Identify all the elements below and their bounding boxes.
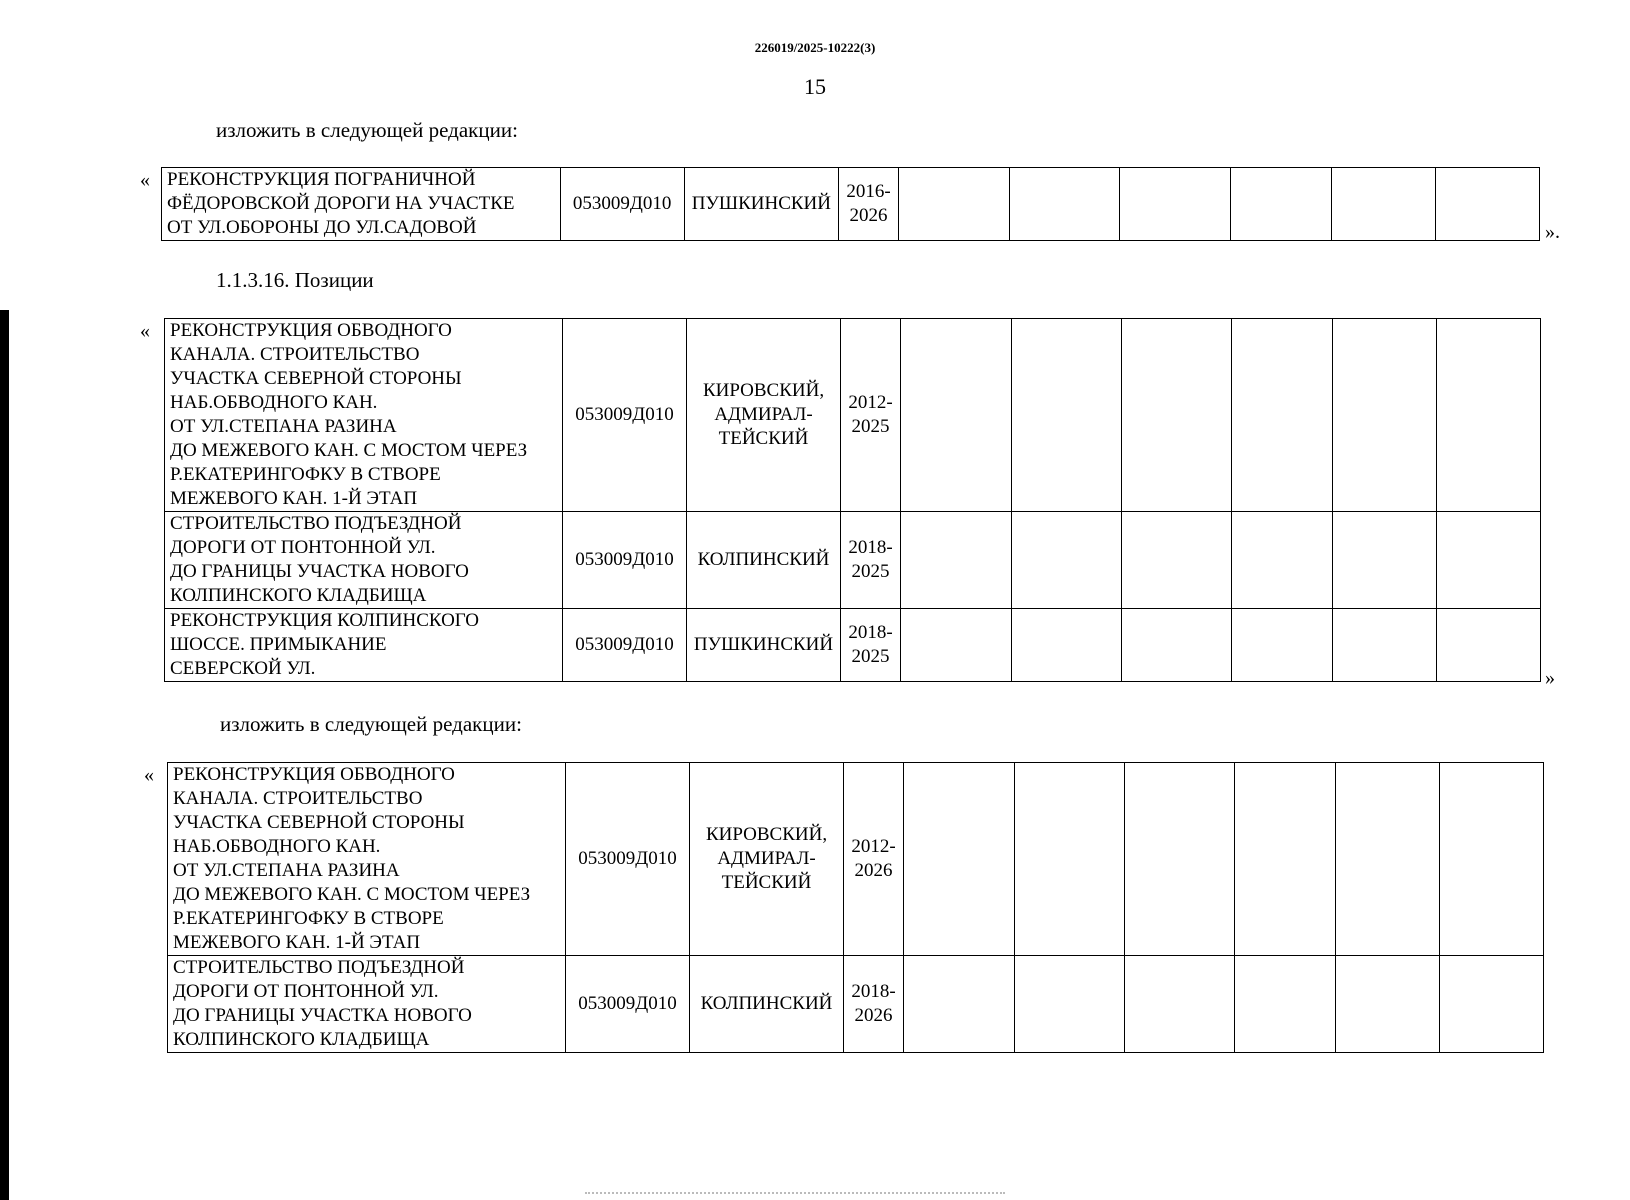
district-line: ПУШКИНСКИЙ <box>691 193 831 214</box>
object-code-cell: 053009Д010 <box>566 956 690 1053</box>
empty-cell <box>904 763 1015 956</box>
object-name-cell <box>168 956 566 1053</box>
object-code-cell: 053009Д010 <box>563 319 687 512</box>
district-line: ТЕЙСКИЙ <box>718 428 809 449</box>
period-cell <box>838 168 898 241</box>
empty-cell <box>1235 763 1336 956</box>
table-row <box>165 512 1541 609</box>
empty-cell <box>1440 956 1544 1053</box>
positions-table-2 <box>164 318 1541 682</box>
object-code-cell: 053009Д010 <box>566 763 690 956</box>
district-line: ТЕЙСКИЙ <box>721 872 812 893</box>
empty-cell <box>1010 168 1120 241</box>
district-line: АДМИРАЛ- <box>714 404 813 425</box>
empty-cell <box>1122 609 1232 682</box>
district-cell <box>687 512 841 609</box>
object-name-cell <box>165 319 563 512</box>
object-name-line: КОЛПИНСКОГО КЛАДБИЩА <box>170 585 427 606</box>
empty-cell <box>904 956 1015 1053</box>
empty-cell <box>1437 609 1541 682</box>
object-name-line: ОТ УЛ.СТЕПАНА РАЗИНА <box>173 860 400 881</box>
open-quote-2: « <box>140 320 150 342</box>
empty-cell <box>1232 609 1333 682</box>
empty-cell <box>1122 512 1232 609</box>
empty-cell <box>1437 512 1541 609</box>
empty-cell <box>1435 168 1539 241</box>
empty-cell <box>1122 319 1232 512</box>
period-line: 2012- <box>851 836 896 857</box>
period-line: 2025 <box>851 646 890 667</box>
table-row <box>162 168 1540 241</box>
period-cell <box>841 319 901 512</box>
district-line: КИРОВСКИЙ, <box>705 824 828 845</box>
district-line: КОЛПИНСКИЙ <box>697 549 830 570</box>
object-name-line: ДО МЕЖЕВОГО КАН. С МОСТОМ ЧЕРЕЗ <box>173 884 531 905</box>
period-cell <box>844 956 904 1053</box>
open-quote-3: « <box>144 764 154 786</box>
object-name-line: РЕКОНСТРУКЦИЯ КОЛПИНСКОГО <box>170 610 480 631</box>
period-line: 2016- <box>846 181 891 202</box>
object-name-line: КОЛПИНСКОГО КЛАДБИЩА <box>173 1029 430 1050</box>
object-name-line: ДО ГРАНИЦЫ УЧАСТКА НОВОГО <box>170 561 469 582</box>
district-line: КИРОВСКИЙ, <box>702 380 825 401</box>
period-cell <box>844 763 904 956</box>
period-line: 2025 <box>851 416 890 437</box>
object-name-cell <box>165 512 563 609</box>
instruction-text-2: изложить в следующей редакции: <box>220 712 522 736</box>
period-line: 2018- <box>848 622 893 643</box>
empty-cell <box>1235 956 1336 1053</box>
table-row <box>168 956 1544 1053</box>
object-name-line: ОТ УЛ.ОБОРОНЫ ДО УЛ.САДОВОЙ <box>167 217 477 238</box>
object-code-cell: 053009Д010 <box>560 168 684 241</box>
empty-cell <box>1012 319 1122 512</box>
district-cell <box>690 956 844 1053</box>
object-name-line: ШОССЕ. ПРИМЫКАНИЕ <box>170 634 387 655</box>
page-number: 15 <box>804 74 826 99</box>
object-name-line: НАБ.ОБВОДНОГО КАН. <box>173 836 381 857</box>
empty-cell <box>1336 763 1440 956</box>
district-line: АДМИРАЛ- <box>717 848 816 869</box>
empty-cell <box>899 168 1010 241</box>
empty-cell <box>1333 319 1437 512</box>
empty-cell <box>901 512 1012 609</box>
object-name-line: СТРОИТЕЛЬСТВО ПОДЪЕЗДНОЙ <box>170 513 462 534</box>
district-line: КОЛПИНСКИЙ <box>700 993 833 1014</box>
object-name-line: КАНАЛА. СТРОИТЕЛЬСТВО <box>173 788 423 809</box>
positions-table-3 <box>167 762 1544 1053</box>
open-quote-1: « <box>140 169 150 191</box>
district-cell <box>687 609 841 682</box>
empty-cell <box>1015 763 1125 956</box>
empty-cell <box>1232 512 1333 609</box>
empty-cell <box>1120 168 1230 241</box>
object-name-line: ДО ГРАНИЦЫ УЧАСТКА НОВОГО <box>173 1005 472 1026</box>
object-name-cell <box>165 609 563 682</box>
empty-cell <box>1012 512 1122 609</box>
object-name-line: ДОРОГИ ОТ ПОНТОННОЙ УЛ. <box>170 537 436 558</box>
period-cell <box>841 609 901 682</box>
empty-cell <box>1125 956 1235 1053</box>
object-name-line: Р.ЕКАТЕРИНГОФКУ В СТВОРЕ <box>170 464 441 485</box>
empty-cell <box>1437 319 1541 512</box>
object-name-line: РЕКОНСТРУКЦИЯ ОБВОДНОГО <box>170 320 452 341</box>
object-name-line: ДО МЕЖЕВОГО КАН. С МОСТОМ ЧЕРЕЗ <box>170 440 528 461</box>
object-name-line: СЕВЕРСКОЙ УЛ. <box>170 658 316 679</box>
object-name-line: КАНАЛА. СТРОИТЕЛЬСТВО <box>170 344 420 365</box>
object-name-line: МЕЖЕВОГО КАН. 1-Й ЭТАП <box>170 488 418 509</box>
district-cell <box>687 319 841 512</box>
empty-cell <box>1012 609 1122 682</box>
object-name-line: НАБ.ОБВОДНОГО КАН. <box>170 392 378 413</box>
empty-cell <box>901 609 1012 682</box>
period-line: 2018- <box>851 981 896 1002</box>
object-name-cell <box>162 168 561 241</box>
scan-artifact <box>585 1192 1005 1198</box>
empty-cell <box>1232 319 1333 512</box>
object-name-line: МЕЖЕВОГО КАН. 1-Й ЭТАП <box>173 932 421 953</box>
object-name-line: УЧАСТКА СЕВЕРНОЙ СТОРОНЫ <box>173 812 465 833</box>
object-name-line: ФЁДОРОВСКОЙ ДОРОГИ НА УЧАСТКЕ <box>167 193 515 214</box>
object-name-line: ОТ УЛ.СТЕПАНА РАЗИНА <box>170 416 397 437</box>
empty-cell <box>1333 609 1437 682</box>
scan-edge <box>0 310 9 1200</box>
object-code-cell: 053009Д010 <box>563 609 687 682</box>
district-line: ПУШКИНСКИЙ <box>693 634 834 655</box>
empty-cell <box>1015 956 1125 1053</box>
empty-cell <box>1331 168 1435 241</box>
period-line: 2025 <box>851 561 890 582</box>
object-name-cell <box>168 763 566 956</box>
period-line: 2026 <box>854 1005 893 1026</box>
instruction-text-1: изложить в следующей редакции: <box>216 118 518 142</box>
empty-cell <box>1125 763 1235 956</box>
object-name-line: ДОРОГИ ОТ ПОНТОННОЙ УЛ. <box>173 981 439 1002</box>
table-row <box>165 319 1541 512</box>
empty-cell <box>1440 763 1544 956</box>
object-name-line: УЧАСТКА СЕВЕРНОЙ СТОРОНЫ <box>170 368 462 389</box>
empty-cell <box>901 319 1012 512</box>
district-cell <box>684 168 838 241</box>
table-row <box>168 763 1544 956</box>
period-line: 2026 <box>854 860 893 881</box>
object-name-line: РЕКОНСТРУКЦИЯ ОБВОДНОГО <box>173 764 455 785</box>
district-cell <box>690 763 844 956</box>
period-line: 2018- <box>848 537 893 558</box>
period-line: 2012- <box>848 392 893 413</box>
document-id: 226019/2025-10222(3) <box>754 40 876 55</box>
table-row <box>165 609 1541 682</box>
close-quote-1: ». <box>1545 221 1560 243</box>
close-quote-2: » <box>1545 667 1555 689</box>
period-line: 2026 <box>849 205 888 226</box>
empty-cell <box>1333 512 1437 609</box>
object-code-cell: 053009Д010 <box>563 512 687 609</box>
empty-cell <box>1230 168 1331 241</box>
empty-cell <box>1336 956 1440 1053</box>
positions-table-1 <box>161 167 1540 241</box>
object-name-line: РЕКОНСТРУКЦИЯ ПОГРАНИЧНОЙ <box>167 169 476 190</box>
object-name-line: СТРОИТЕЛЬСТВО ПОДЪЕЗДНОЙ <box>173 957 465 978</box>
object-name-line: Р.ЕКАТЕРИНГОФКУ В СТВОРЕ <box>173 908 444 929</box>
section-heading: 1.1.3.16. Позиции <box>216 268 374 292</box>
period-cell <box>841 512 901 609</box>
